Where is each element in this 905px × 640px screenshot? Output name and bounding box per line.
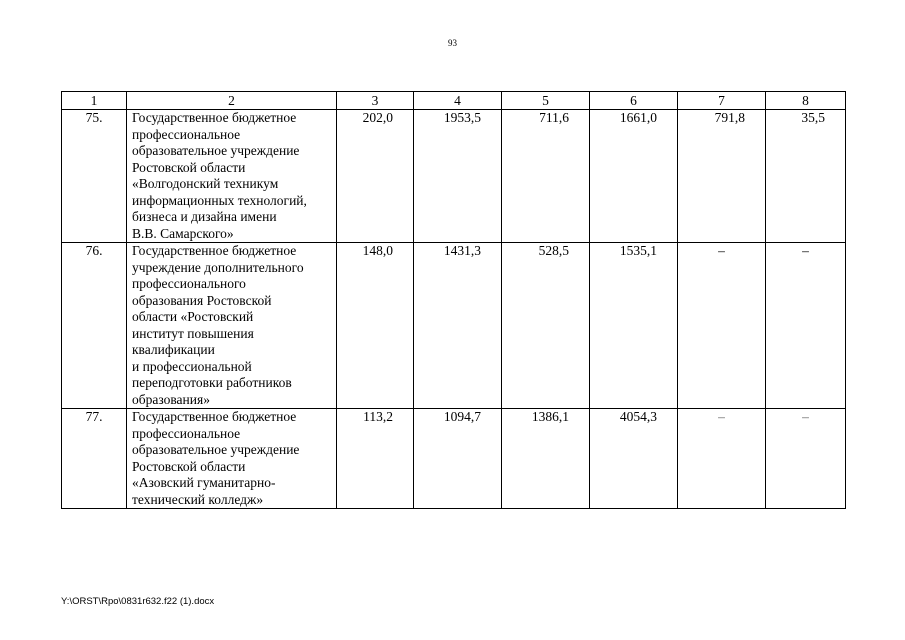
name-line: квалификации [132, 342, 215, 357]
cell-col-7: 791,8 [678, 110, 766, 243]
name-line: и профессиональной [132, 358, 252, 374]
name-line: бизнеса и дизайна имени [132, 209, 277, 224]
name-line: профессиональное [132, 126, 241, 142]
column-header: 6 [590, 92, 678, 110]
column-header: 3 [337, 92, 414, 110]
name-line: профессионального [132, 276, 246, 291]
cell-col-4: 1953,5 [414, 110, 502, 243]
name-line: «Азовский гуманитарно- [132, 475, 276, 490]
cell-col-4: 1094,7 [414, 409, 502, 509]
cell-col-4: 1431,3 [414, 243, 502, 409]
page-number: 93 [448, 38, 457, 48]
name-line: «Волгодонский техникум [132, 176, 279, 191]
name-line: образования» [132, 391, 210, 407]
table-header-row [62, 92, 846, 110]
name-line: Ростовской области [132, 458, 246, 474]
name-line: учреждение дополнительного [132, 259, 304, 275]
cell-col-5: 1386,1 [502, 409, 590, 509]
name-line: профессиональное [132, 425, 241, 441]
cell-col-5: 528,5 [502, 243, 590, 409]
name-line: технический колледж» [132, 491, 264, 507]
row-number: 75. [62, 110, 127, 243]
table-row [62, 409, 846, 509]
name-line: области «Ростовский [132, 309, 254, 324]
name-line: В.В. Самарского» [132, 225, 234, 241]
name-line: образовательное учреждение [132, 442, 300, 457]
column-header: 2 [127, 92, 337, 110]
name-line: переподготовки работников [132, 375, 292, 390]
table-row [62, 243, 846, 409]
institution-name [127, 409, 337, 509]
name-line: образовательное учреждение [132, 143, 300, 158]
name-line: образования Ростовской [132, 292, 272, 308]
column-header: 7 [678, 92, 766, 110]
name-line: Государственное бюджетное [132, 110, 297, 125]
institution-name [127, 110, 337, 243]
cell-col-3: 148,0 [337, 243, 414, 409]
cell-col-6: 4054,3 [590, 409, 678, 509]
cell-col-7: – [678, 409, 766, 509]
row-number: 77. [62, 409, 127, 509]
data-table [61, 91, 846, 509]
column-header: 5 [502, 92, 590, 110]
name-line: информационных технологий, [132, 192, 307, 208]
cell-col-5: 711,6 [502, 110, 590, 243]
cell-col-8: 35,5 [766, 110, 846, 243]
name-line: институт повышения [132, 325, 254, 341]
row-number: 76. [62, 243, 127, 409]
cell-col-6: 1535,1 [590, 243, 678, 409]
name-line: Государственное бюджетное [132, 243, 297, 258]
cell-col-6: 1661,0 [590, 110, 678, 243]
cell-col-8: – [766, 243, 846, 409]
institution-name [127, 243, 337, 409]
cell-col-8: – [766, 409, 846, 509]
cell-col-3: 202,0 [337, 110, 414, 243]
cell-col-3: 113,2 [337, 409, 414, 509]
column-header: 1 [62, 92, 127, 110]
file-path: Y:\ORST\Rpo\0831r632.f22 (1).docx [61, 596, 215, 607]
name-line: Государственное бюджетное [132, 409, 297, 424]
column-header: 4 [414, 92, 502, 110]
table-row [62, 110, 846, 243]
cell-col-7: – [678, 243, 766, 409]
column-header: 8 [766, 92, 846, 110]
name-line: Ростовской области [132, 159, 246, 175]
